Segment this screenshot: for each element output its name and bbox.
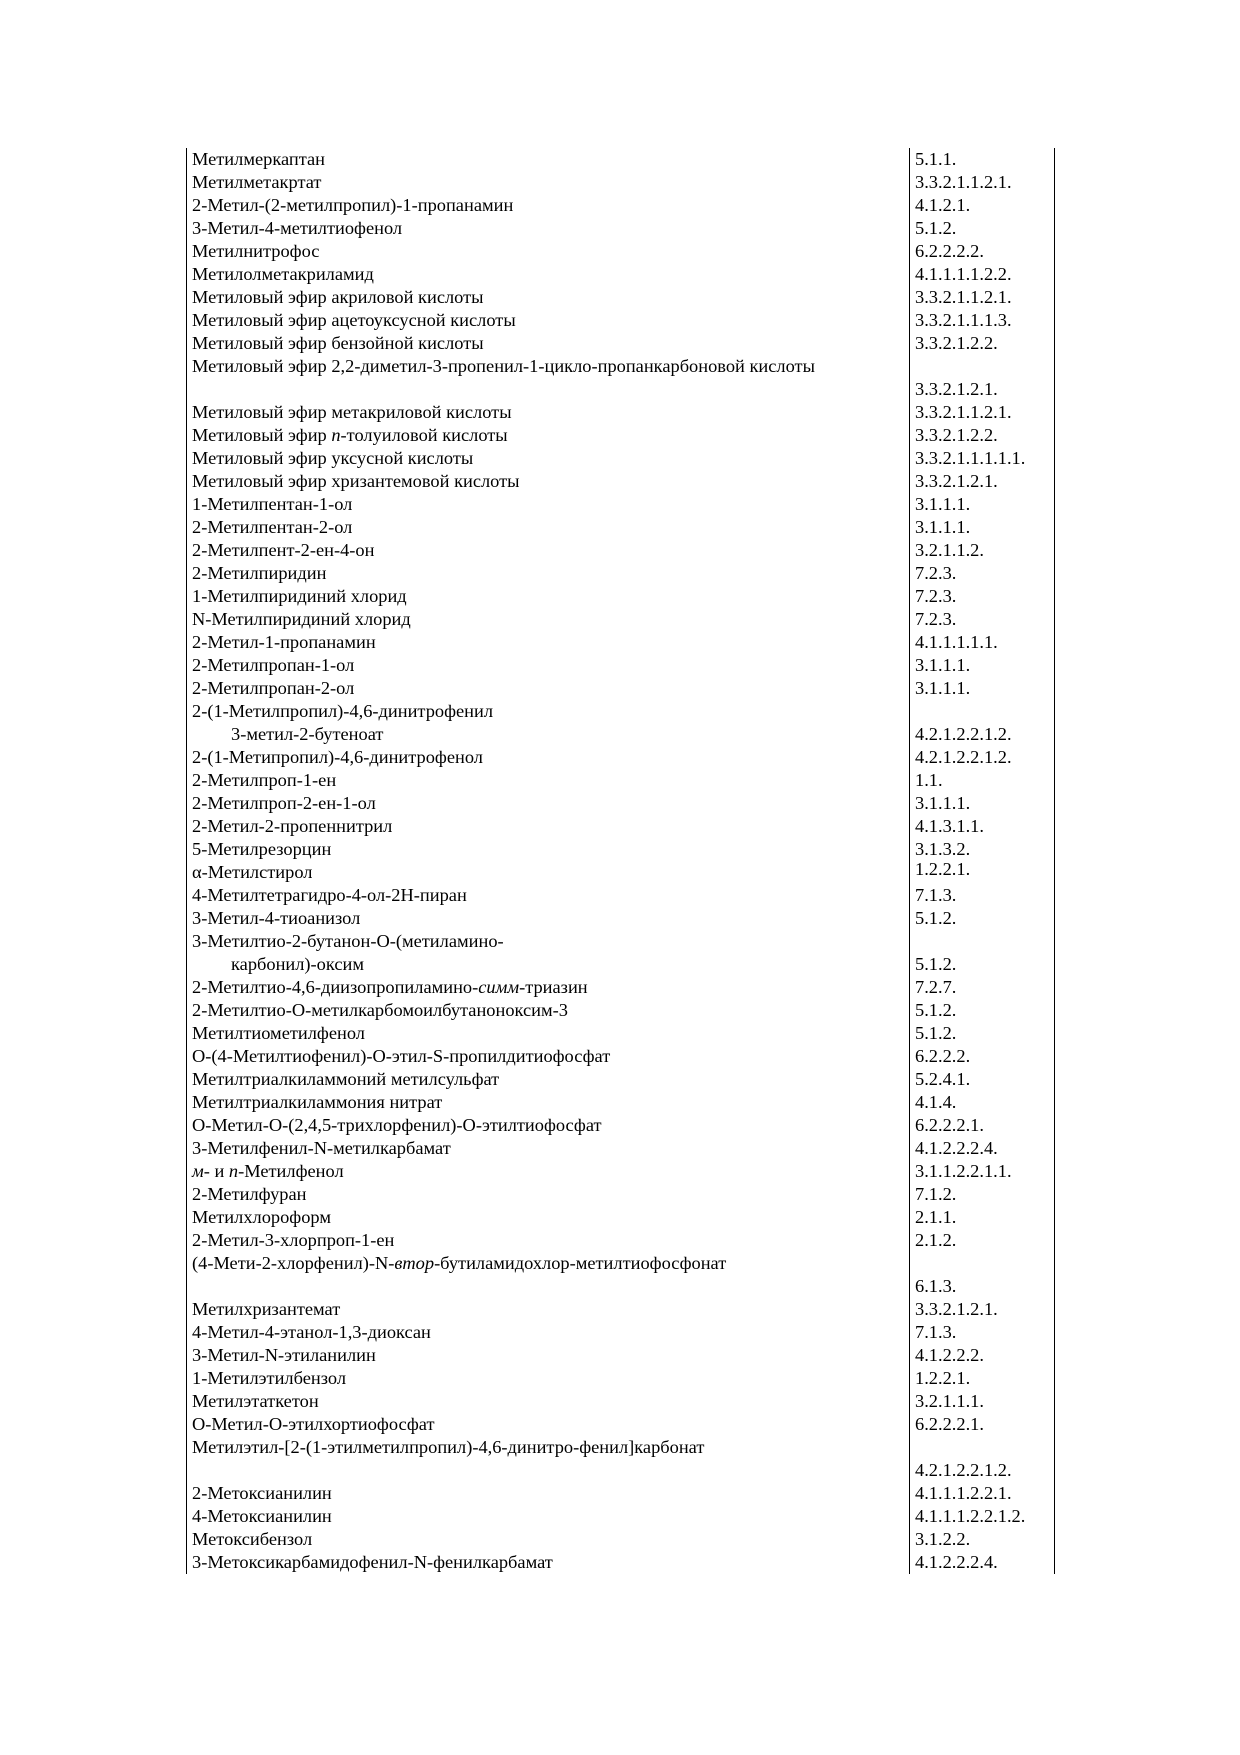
entry-code: 3.3.2.1.1.2.1. [910, 286, 1055, 309]
entry-name [187, 700, 910, 746]
entry-code: 3.1.3.2. [910, 838, 1055, 861]
entry-code: 3.1.1.1. [910, 792, 1055, 815]
entry-name [187, 1252, 910, 1298]
entry-code: 3.1.1.1. [910, 493, 1055, 516]
entry-name: 3-Метил-4-тиоанизол [187, 907, 910, 930]
entry-code: 3.3.2.1.2.2. [910, 332, 1055, 355]
entry-code: 4.1.1.1.1.1. [910, 631, 1055, 654]
table-row [187, 309, 1055, 332]
table-row [187, 1068, 1055, 1091]
table-row [187, 1367, 1055, 1390]
entry-code: 5.1.2. [910, 217, 1055, 240]
entry-code: 3.3.2.1.2.2. [910, 424, 1055, 447]
table-row [187, 1206, 1055, 1229]
table-row [187, 1436, 1055, 1482]
entry-name: 4-Метил-4-этанол-1,3-диоксан [187, 1321, 910, 1344]
table-row [187, 654, 1055, 677]
table-row [187, 355, 1055, 401]
table-row [187, 1298, 1055, 1321]
entry-name-line1 [192, 1252, 909, 1275]
table-row [187, 401, 1055, 424]
entry-code: 6.2.2.2.2. [910, 240, 1055, 263]
table-row [187, 1137, 1055, 1160]
entry-name: 1-Метилэтилбензол [187, 1367, 910, 1390]
entry-name-italic: втор [394, 1253, 435, 1273]
entry-code: 3.1.1.1. [910, 516, 1055, 539]
entry-name [187, 1160, 910, 1183]
entry-code: 5.1.2. [910, 1022, 1055, 1045]
entry-code: 3.3.2.1.1.1.3. [910, 309, 1055, 332]
table-row [187, 1114, 1055, 1137]
entry-name: 3-Метил-4-метилтиофенол [187, 217, 910, 240]
entry-name-line1: Метилэтил-[2-(1-этилметилпропил)-4,6-динитро-фенил]карбонат [192, 1437, 705, 1457]
entry-name [187, 1436, 910, 1482]
entry-code: 3.3.2.1.2.1. [910, 355, 1055, 401]
table-row [187, 1091, 1055, 1114]
entry-code: 4.1.3.1.1. [910, 815, 1055, 838]
table-row [187, 884, 1055, 907]
table-row [187, 1551, 1055, 1574]
entry-name: 2-Метил-1-пропанамин [187, 631, 910, 654]
entry-name-italic: п [228, 1161, 239, 1181]
entry-code: 5.1.2. [910, 999, 1055, 1022]
table-row [187, 1252, 1055, 1298]
entry-name: 4-Метоксианилин [187, 1505, 910, 1528]
entry-code: 5.1.2. [910, 907, 1055, 930]
table-row [187, 746, 1055, 769]
entry-name: 3-Метил-N-этиланилин [187, 1344, 910, 1367]
table-row [187, 769, 1055, 792]
entry-name: Метилтриалкиламмоний метилсульфат [187, 1068, 910, 1091]
entry-code: 3.1.1.1. [910, 654, 1055, 677]
entry-code: 1.1. [910, 769, 1055, 792]
entry-name [187, 355, 910, 401]
entry-code: 4.2.1.2.2.1.2. [910, 1436, 1055, 1482]
entry-name: 2-Метилпроп-1-ен [187, 769, 910, 792]
table-row [187, 332, 1055, 355]
table-row [187, 1413, 1055, 1436]
entry-name-pre: (4-Мети-2-хлорфенил)-N- [192, 1253, 395, 1273]
entry-name: О-(4-Метилтиофенил)-О-этил-S-пропилдитиофосфат [187, 1045, 910, 1068]
entry-name: Метилхризантемат [187, 1298, 910, 1321]
entry-name-italic: симм [478, 977, 520, 997]
table-row [187, 930, 1055, 976]
table-row [187, 1321, 1055, 1344]
entry-name-line2: карбонил)-оксим [231, 954, 364, 974]
table-row [187, 608, 1055, 631]
entry-name: Метилэтаткетон [187, 1390, 910, 1413]
entry-name-pre: Метиловый эфир [192, 425, 332, 445]
entry-name-pre: 2-Метилтио-4,6-диизопропиламино- [192, 977, 479, 997]
entry-name: 2-Метилфуран [187, 1183, 910, 1206]
entry-name: 3-Метоксикарбамидофенил-N-фенилкарбамат [187, 1551, 910, 1574]
table-row [187, 1482, 1055, 1505]
table-row [187, 171, 1055, 194]
entry-code: 3.2.1.1.1. [910, 1390, 1055, 1413]
entry-code: 3.3.2.1.2.1. [910, 1298, 1055, 1321]
entry-name-line1: 3-Метилтио-2-бутанон-О-(метиламино- [192, 931, 504, 951]
table-row [187, 1229, 1055, 1252]
table-row [187, 907, 1055, 930]
entry-code: 4.1.1.1.1.2.2. [910, 263, 1055, 286]
table-row [187, 1344, 1055, 1367]
entry-code: 7.1.2. [910, 1183, 1055, 1206]
table-row [187, 1390, 1055, 1413]
entry-code: 7.2.3. [910, 562, 1055, 585]
entry-name: Метоксибензол [187, 1528, 910, 1551]
entry-code: 3.3.2.1.1.2.1. [910, 401, 1055, 424]
entry-code: 3.2.1.1.2. [910, 539, 1055, 562]
entry-code: 6.2.2.2.1. [910, 1114, 1055, 1137]
entry-name: 2-(1-Метипропил)-4,6-динитрофенол [187, 746, 910, 769]
entry-code: 2.1.1. [910, 1206, 1055, 1229]
entry-name-post: -толуиловой кислоты [340, 425, 508, 445]
table-row [187, 240, 1055, 263]
entry-name-post: -бутиламидохлор-метилтиофосфонат [434, 1253, 727, 1273]
entry-name: 2-Метилпиридин [187, 562, 910, 585]
table-row [187, 700, 1055, 746]
entry-code: 4.1.2.1. [910, 194, 1055, 217]
table-row [187, 424, 1055, 447]
entry-name: 1-Метилпентан-1-ол [187, 493, 910, 516]
entry-name-post: -триазин [519, 977, 588, 997]
entry-name-line2 [192, 378, 909, 401]
entry-name: N-Метилпиридиний хлорид [187, 608, 910, 631]
entry-code: 6.2.2.2.1. [910, 1413, 1055, 1436]
entry-name: Метиловый эфир ацетоуксусной кислоты [187, 309, 910, 332]
table-row [187, 263, 1055, 286]
entry-name: Метиловый эфир уксусной кислоты [187, 447, 910, 470]
entry-code: 7.1.3. [910, 1321, 1055, 1344]
table-row [187, 447, 1055, 470]
table-row [187, 1160, 1055, 1183]
entry-name-line2 [192, 1275, 909, 1298]
entry-name: О-Метил-О-(2,4,5-трихлорфенил)-О-этилтиофосфат [187, 1114, 910, 1137]
entry-code: 7.1.3. [910, 884, 1055, 907]
entry-name: Метиловый эфир хризантемовой кислоты [187, 470, 910, 493]
table-row [187, 194, 1055, 217]
table-row [187, 1183, 1055, 1206]
table-row [187, 792, 1055, 815]
entry-name: 2-Метил-3-хлорпроп-1-ен [187, 1229, 910, 1252]
entry-name-post: -Метилфенол [238, 1161, 344, 1181]
entry-code: 4.1.2.2.2. [910, 1344, 1055, 1367]
entry-name-italic: n [331, 425, 341, 445]
entry-name: 2-Метилпропан-2-ол [187, 677, 910, 700]
entry-name: 4-Метилтетрагидро-4-ол-2Н-пиран [187, 884, 910, 907]
entry-name: Метилолметакриламид [187, 263, 910, 286]
entry-code: 3.3.2.1.1.2.1. [910, 171, 1055, 194]
table-row [187, 1505, 1055, 1528]
entry-name: 2-Метилпропан-1-ол [187, 654, 910, 677]
table-row [187, 286, 1055, 309]
table-row [187, 631, 1055, 654]
entry-code: 7.2.3. [910, 608, 1055, 631]
table-row [187, 976, 1055, 999]
entry-code: 3.3.2.1.1.1.1.1. [910, 447, 1055, 470]
table-row [187, 516, 1055, 539]
entry-name: 5-Метилрезорцин [187, 838, 910, 861]
table-row [187, 217, 1055, 240]
entry-name: α-Метилстирол [187, 861, 910, 884]
entry-name: Метиловый эфир акриловой кислоты [187, 286, 910, 309]
table-row [187, 1022, 1055, 1045]
entry-name: Метилнитрофос [187, 240, 910, 263]
entry-name: Метиловый эфир бензойной кислоты [187, 332, 910, 355]
entry-code: 4.1.4. [910, 1091, 1055, 1114]
table-row [187, 539, 1055, 562]
table-row [187, 562, 1055, 585]
table-row [187, 470, 1055, 493]
entry-code: 5.2.4.1. [910, 1068, 1055, 1091]
entry-name [187, 976, 910, 999]
entry-name-italic: м [192, 1161, 204, 1181]
entry-code: 6.1.3. [910, 1252, 1055, 1298]
entry-name: 2-Метилпент-2-ен-4-он [187, 539, 910, 562]
table-row [187, 999, 1055, 1022]
entry-code: 3.1.2.2. [910, 1528, 1055, 1551]
entry-code: 3.1.1.1. [910, 677, 1055, 700]
entry-name: Метилмеркаптан [187, 148, 910, 171]
entry-code: 4.1.2.2.2.4. [910, 1137, 1055, 1160]
entry-name: Метилтиометилфенол [187, 1022, 910, 1045]
entry-code: 1.2.2.1. [910, 1367, 1055, 1390]
entry-name: Метилтриалкиламмония нитрат [187, 1091, 910, 1114]
entry-name: 2-Метоксианилин [187, 1482, 910, 1505]
table-row [187, 815, 1055, 838]
entry-code: 7.2.7. [910, 976, 1055, 999]
entry-name: 1-Метилпиридиний хлорид [187, 585, 910, 608]
table-row [187, 1528, 1055, 1551]
entry-name: 2-Метилтио-О-метилкарбомоилбутаноноксим-3 [187, 999, 910, 1022]
entry-code: 2.1.2. [910, 1229, 1055, 1252]
entry-code: 4.2.1.2.2.1.2. [910, 746, 1055, 769]
table-row [187, 1045, 1055, 1068]
entry-code: 4.1.2.2.2.4. [910, 1551, 1055, 1574]
entry-name-mid: - и [203, 1161, 229, 1181]
entry-code: 7.2.3. [910, 585, 1055, 608]
entry-code: 4.1.1.1.2.2.1.2. [910, 1505, 1055, 1528]
entry-name-line2: 3-метил-2-бутеноат [231, 724, 384, 744]
entry-code: 6.2.2.2. [910, 1045, 1055, 1068]
entry-code: 3.1.1.2.2.1.1. [910, 1160, 1055, 1183]
entry-code: 1.2.2.1. [910, 858, 1055, 881]
table-row [187, 861, 1055, 884]
entry-name: 2-Метил-(2-метилпропил)-1-пропанамин [187, 194, 910, 217]
entry-name: 3-Метилфенил-N-метилкарбамат [187, 1137, 910, 1160]
entry-code: 3.3.2.1.2.1. [910, 470, 1055, 493]
entry-name-line2 [192, 1459, 909, 1482]
entry-name-line1: 2-(1-Метилпропил)-4,6-динитрофенил [192, 701, 494, 721]
table-row [187, 677, 1055, 700]
entry-name: 2-Метилпроп-2-ен-1-ол [187, 792, 910, 815]
entry-name [187, 424, 910, 447]
entry-name [187, 930, 910, 976]
entry-name: 2-Метил-2-пропеннитрил [187, 815, 910, 838]
index-table [186, 148, 1055, 1574]
entry-code: 5.1.2. [910, 930, 1055, 976]
entry-name: Метилметакртат [187, 171, 910, 194]
entry-code: 4.2.1.2.2.1.2. [910, 700, 1055, 746]
entry-name: Метиловый эфир метакриловой кислоты [187, 401, 910, 424]
entry-name-line1: Метиловый эфир 2,2-диметил-3-пропенил-1-цикло-пропанкарбоновой кислоты [192, 356, 815, 376]
table-row [187, 493, 1055, 516]
entry-code: 4.1.1.1.2.2.1. [910, 1482, 1055, 1505]
entry-name: Метилхлороформ [187, 1206, 910, 1229]
entry-code: 5.1.1. [910, 148, 1055, 171]
table-row [187, 585, 1055, 608]
entry-name: 2-Метилпентан-2-ол [187, 516, 910, 539]
entry-name: О-Метил-О-этилхортиофосфат [187, 1413, 910, 1436]
table-row [187, 148, 1055, 171]
